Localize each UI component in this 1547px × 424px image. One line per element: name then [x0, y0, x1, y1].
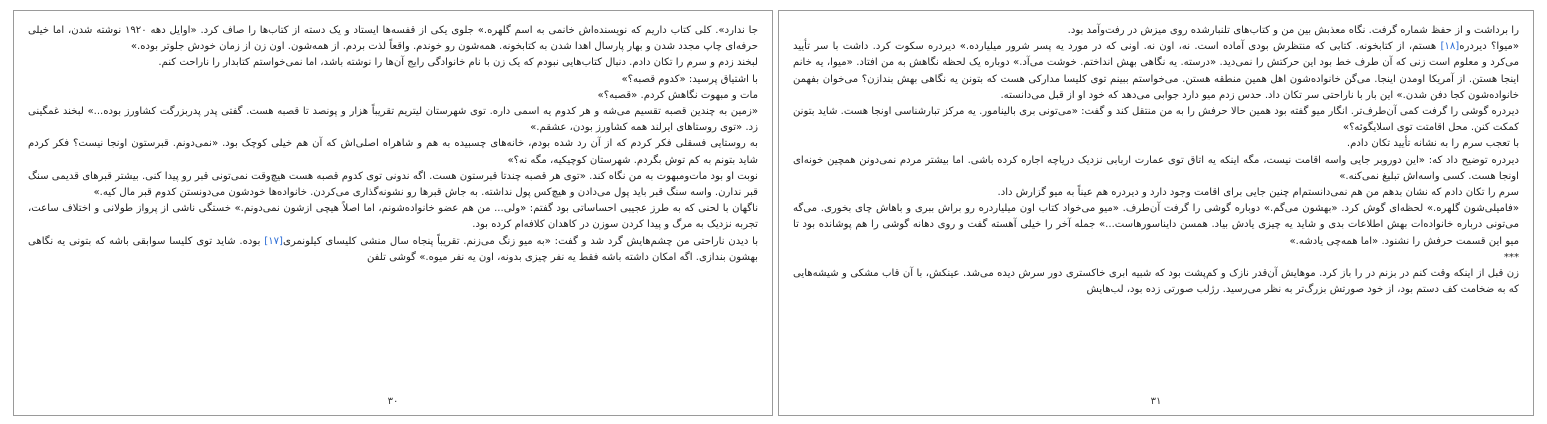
- paragraph: ناگهان با لحنی که به طرز عجیبی احساساتی بود گفتم: «ولی... من هم عضو خانواده‌شونم، اما اصلاً هیچی ازشون نمی‌دونم.» خستگی ناشی از پرواز طولانی و اختلاف ساعت، تجربه نزدیک به مرگ و پیدا کردن سوزن در کاهدان کلافه‌ام کرده بود.: [28, 203, 758, 231]
- paragraph: را برداشت و از حفظ شماره گرفت. نگاه معذبش بین من و کتاب‌های تلنبارشده روی میزش در رفت‌وآمد بود.: [1067, 25, 1519, 36]
- footnote-link-18[interactable]: [۱۸]: [1440, 41, 1460, 53]
- paragraph: با دیدن ناراحتی من چشم‌هایش گرد شد و گفت: «به میو زنگ می‌زنم. تقریباً پنجاه سال منشی کلیسای کیلونمری[۱۷] بوده. شاید توی کلیسا سوابقی باشه که بتونی یه نگاهی بهشون بندازی. اگه امکان داشته باشه فقط یه نفر چیزی بدونه، اون یه نفر میوه.» گوشی تلفن: [28, 235, 758, 263]
- paragraph: زن قبل از اینکه وقت کنم در بزنم در را باز کرد. موهایش آن‌قدر نازک و کم‌پشت بود که شبیه ابری خاکستری دور سرش دیده می‌شد. عینکش، با آن قاب مشکی و شیشه‌هایی که به ضخامت کف دستم بود، از خود صورتش بزرگ‌تر به نظر می‌رسید. رژلب صورتی زده بود، لب‌هایش: [793, 268, 1519, 296]
- paragraph: به روستایی فسقلی فکر کردم که از آن رد شده بودم، خانه‌های چسبیده به هم و شاهراه اصلی‌اش که آن هم خیلی کوچک بود. «نمی‌دونم. قبرستون اونجا نیست؟ فکر کردم شاید بتونم به کم توش بگردم. شهرستان کوچیکیه، مگه نه؟»: [28, 138, 758, 166]
- paragraph: «فامیلی‌شون گلهره.» لحظه‌ای گوش کرد. «بهشون می‌گم.» دوباره گوشی را گرفت آن‌طرف. «میو می‌خواد کتاب اون میلیاردره رو براش ببری و باهاش چای بخوری. می‌گه می‌تونی درباره خانواده‌ات بهش اطلاعات بدی و شاید یه چیزی یادش بیاد. همسن دایناسورهاست...» جمله آخر را خیلی آهسته گفت و روی دهانه گوشی را هم پوشانده بود تا میو این قسمت حرفش را نشنود. «اما همه‌چی یادشه.»: [793, 203, 1519, 247]
- paragraph: نوبت او بود مات‌ومبهوت به من نگاه کند. «توی هر قصبه چندتا قبرستون هست. اگه ندونی توی کدوم قصبه هست هیچ‌وقت نمی‌تونی قبر رو پیدا کنی. بیشتر قبرهای قدیمی سنگ قبر ندارن. واسه سنگ قبر باید پول می‌دادن و هیچ‌کس پول نداشته. به جاش قبرها رو نشونه‌گذاری می‌کردن. خانواده‌ها خودشون می‌دونستن کدوم قبر مال کیه.»: [28, 170, 758, 199]
- page-31-text: [793, 23, 1519, 383]
- paragraph: با تعجب سرم را به نشانه تأیید تکان دادم.: [1346, 138, 1519, 150]
- paragraph: مات و مبهوت نگاهش کردم. «قصبه؟»: [597, 89, 758, 101]
- paragraph: جا ندارد». کلی کتاب داریم که نویسنده‌اش خانمی به اسم گلهره.» جلوی یکی از قفسه‌ها ایستاد و یک دسته از کتاب‌ها را صاف کرد. «اوایل دهه ۱۹۲۰ نوشته شدن، اما خیلی حرفه‌ای چاپ مجدد شدن و بهار پارسال اهدا شدن به کتابخونه. همه‌شون رو خوندم. واقعاً لذت بردم. از همه‌شون. اون زن از زمان خودش جلوتر بوده.»: [28, 25, 758, 53]
- footnote-link-17[interactable]: [۱۷]: [264, 235, 283, 247]
- paragraph: دیردره گوشی را گرفت کمی آن‌طرف‌تر. انگار میو گفته بود همین حالا حرفش را به من منتقل کند و گفت: «می‌تونی بری بالینامور. یه مرکز تبارشناسی اونجا هست. شاید بتونن کمکت کنن. محل اقامتت توی اسلایگوئه؟»: [793, 106, 1519, 134]
- paragraph: سرم را تکان دادم که نشان بدهم من هم نمی‌دانستم‌ام چنین جایی برای اقامت وجود دارد و دیردره هم عیناً به میو گزارش داد.: [997, 187, 1519, 199]
- page-30: [13, 10, 773, 416]
- page-30-text: [28, 23, 758, 383]
- paragraph: «زمین به چندین قصبه تقسیم می‌شه و هر کدوم یه اسمی داره. توی شهرستان لیتریم تقریباً هزار و پونصد تا قصبه هست. گفتی پدر پدربزرگت کشاورز بوده...» لبخند غمگینی زد. «توی روستاهای ایرلند همه کشاورز بودن، عشقم.»: [28, 106, 758, 134]
- page-number: ۳۱: [1150, 396, 1162, 407]
- paragraph: با اشتیاق پرسید: «کدوم قصبه؟»: [621, 73, 758, 85]
- page-number: ۳۰: [387, 396, 399, 407]
- paragraph: لبخند زدم و سرم را تکان دادم. دنبال کتاب‌هایی نبودم که یک زن با نام خانوادگی رایج آن‌ها را نوشته باشد، اما نمی‌خواستم کتابدار را ناراحت کنم.: [158, 57, 758, 69]
- page-31: [778, 10, 1534, 416]
- section-break: ***: [1503, 251, 1519, 263]
- paragraph: دیردره توضیح داد که: «این دوروبر جایی واسه اقامت نیست، مگه اینکه یه اتاق توی عمارت اربابی نزدیک دریاچه اجاره کرده باشی. اما بیشتر مردم نمی‌دونن همچین خونه‌ای اونجا هست. کسی واسه‌اش تبلیغ نمی‌کنه.»: [793, 154, 1519, 182]
- paragraph: «میوا؟ دیردره[۱۸] هستم، از کتابخونه. کتابی که منتظرش بودی آماده است. نه، اون نه. اونی که در مورد یه پسر شرور میلیارده.» دیردره سکوت کرد. داشت با سر تأیید می‌کرد و معلوم است زنی که آن طرف خط بود این حرکتش را نمی‌دید. «درسته. یه نگاهی بهش انداختم. خوشت می‌آد.» دوباره یک لحظه نگاهش به من افتاد. «میوا، یه خانم اینجا هستن. از آمریکا اومدن اینجا. می‌گن خانواده‌شون اهل همین منطقه هستن. می‌خواستم ببینم توی کلیسا مدارکی هست که بتونن یه نگاهی بهش بندازن؟ می‌خوان بفهمن خانواده‌شون کجا دفن شدن.» این بار با ناراحتی سر تکان داد. حدس زدم میو دارد جوابی می‌دهد که خود او از قبل می‌دانسته.: [793, 41, 1519, 101]
